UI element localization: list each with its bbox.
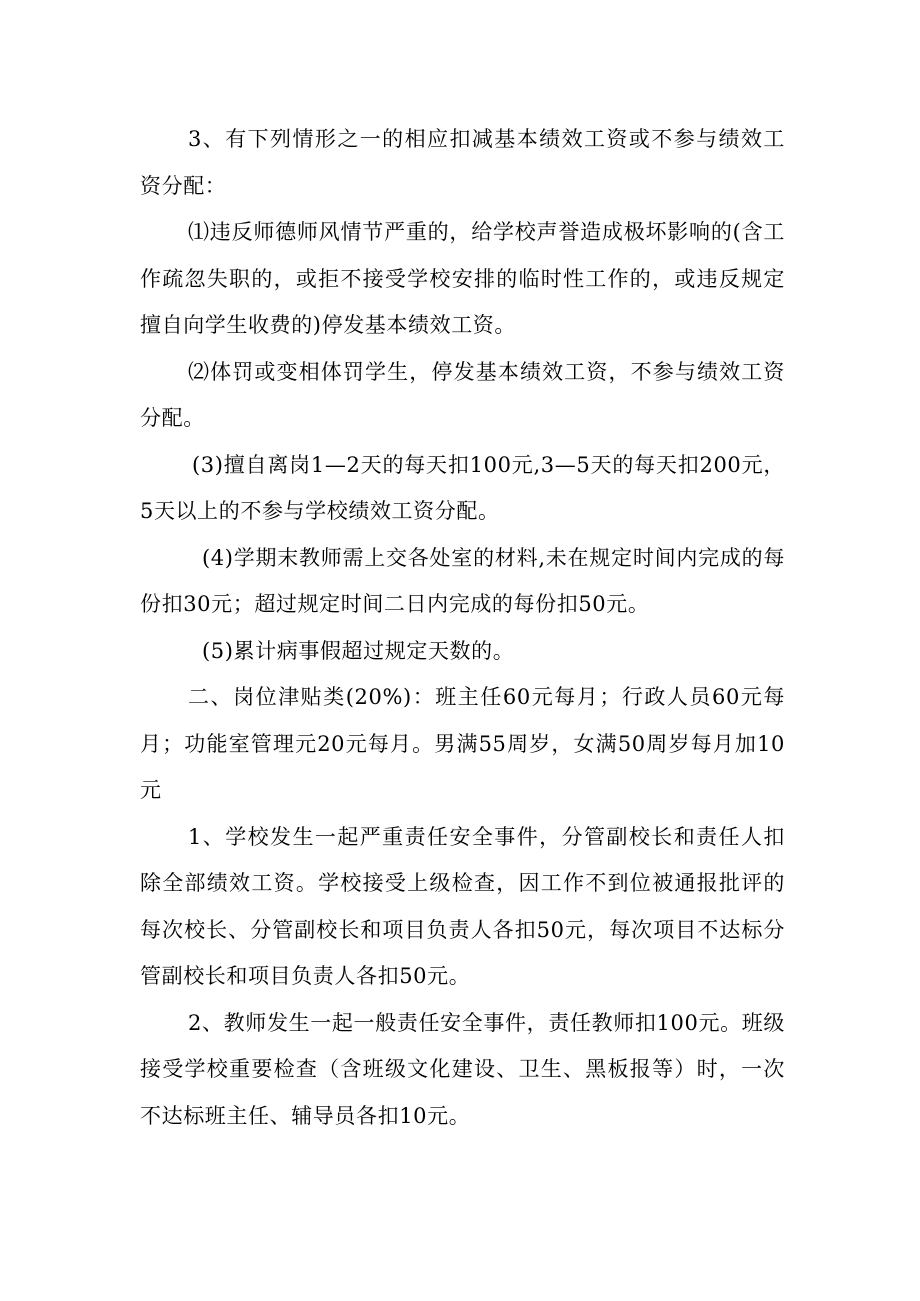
paragraph-3-5: (5)累计病事假超过规定天数的。 bbox=[202, 638, 515, 663]
document-body bbox=[140, 116, 785, 1139]
paragraph-section-2: 二、岗位津贴类(20%)：班主任60元每月；行政人员60元每月；功能室管理元20元每月。男满55周岁，女满50周岁每月加10元 bbox=[140, 685, 785, 802]
paragraph-3: 3、有下列情形之一的相应扣减基本绩效工资或不参与绩效工资分配： bbox=[140, 127, 785, 198]
paragraph-3-2: ⑵体罚或变相体罚学生，停发基本绩效工资，不参与绩效工资分配。 bbox=[140, 359, 785, 430]
paragraph-section-2-2: 2、教师发生一起一般责任安全事件，责任教师扣100元。班级接受学校重要检查（含班级文化建设、卫生、黑板报等）时，一次不达标班主任、辅导员各扣10元。 bbox=[140, 1010, 785, 1128]
paragraph-3-3: (3)擅自离岗1—2天的每天扣100元,3—5天的每天扣200元，5天以上的不参与学校绩效工资分配。 bbox=[140, 452, 785, 523]
paragraph-3-4: (4)学期末教师需上交各处室的材料,未在规定时间内完成的每份扣30元；超过规定时间二日内完成的每份扣50元。 bbox=[140, 545, 785, 616]
paragraph-section-2-1: 1、学校发生一起严重责任安全事件，分管副校长和责任人扣除全部绩效工资。学校接受上级检查，因工作不到位被通报批评的每次校长、分管副校长和项目负责人各扣50元，每次项目不达标分管副校长和项目负责人各扣50元。 bbox=[140, 824, 785, 988]
paragraph-3-1: ⑴违反师德师风情节严重的，给学校声誉造成极坏影响的(含工作疏忽失职的，或拒不接受学校安排的临时性工作的，或违反规定擅自向学生收费的)停发基本绩效工资。 bbox=[140, 220, 785, 337]
